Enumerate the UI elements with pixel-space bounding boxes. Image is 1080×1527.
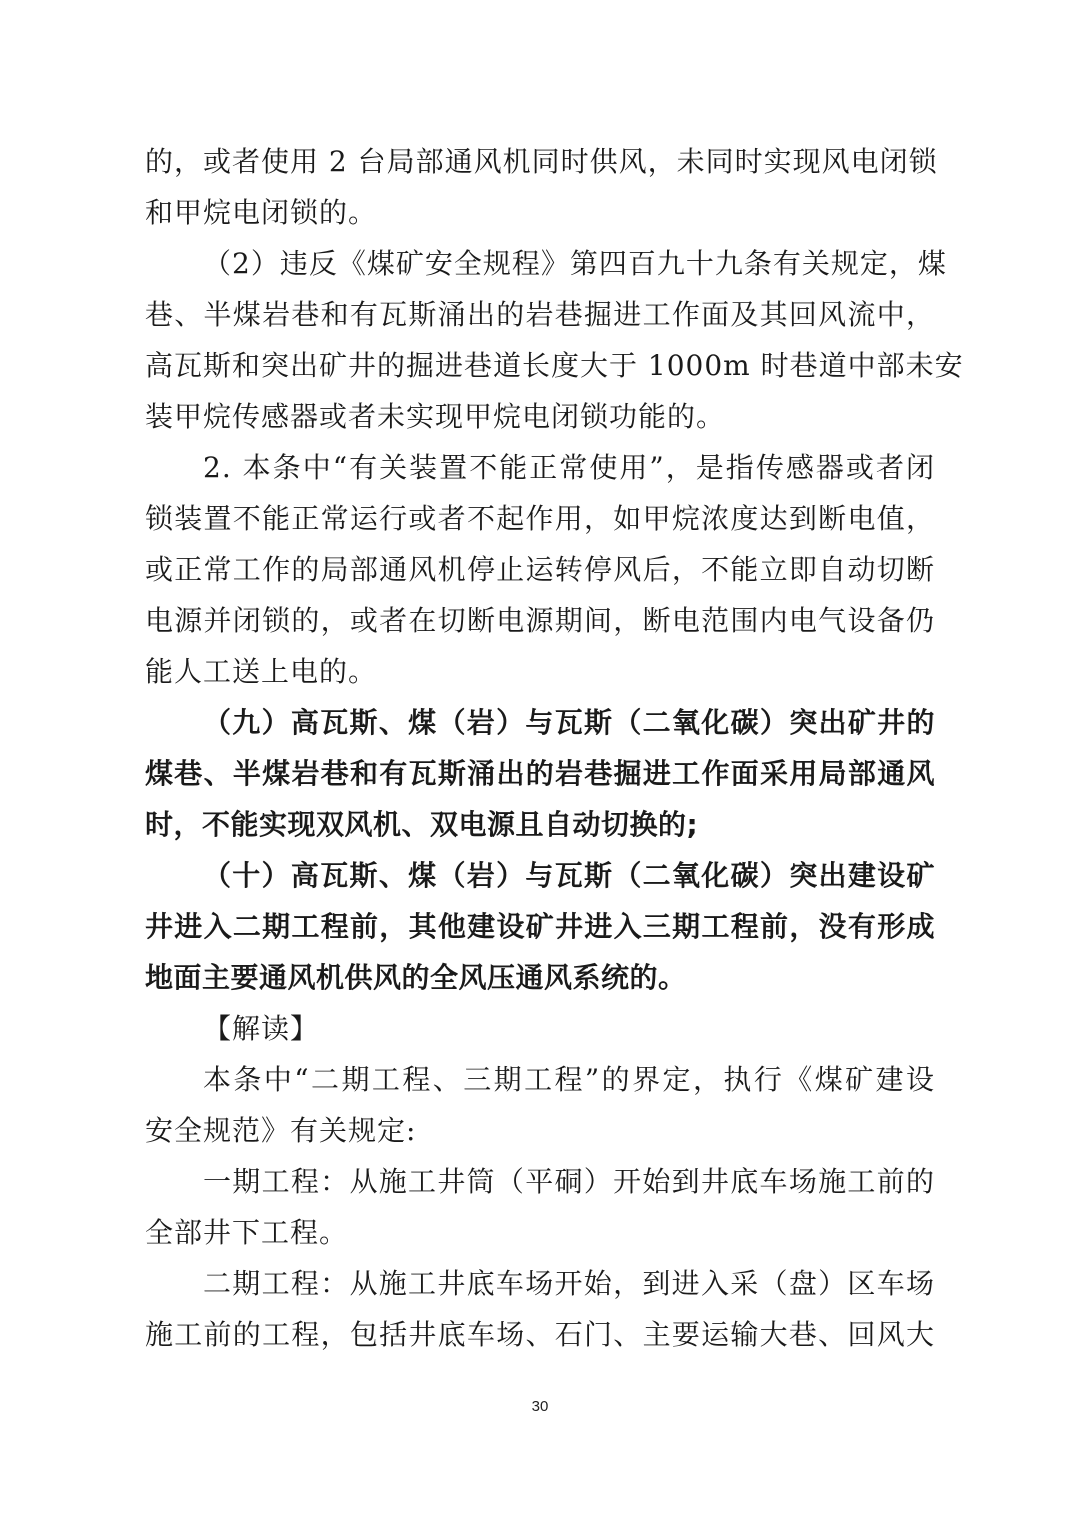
text-line: 锁装置不能正常运行或者不起作用，如甲烷浓度达到断电值，	[145, 502, 935, 535]
text-line: 的，或者使用 2 台局部通风机同时供风，未同时实现风电闭锁	[145, 145, 938, 178]
document-body	[145, 136, 964, 1360]
text-line: 巷、半煤岩巷和有瓦斯涌出的岩巷掘进工作面及其回风流中，	[145, 298, 935, 331]
heading-line: （九）高瓦斯、煤（岩）与瓦斯（二氧化碳）突出矿井的	[203, 706, 935, 739]
text-line: 本条中“二期工程、三期工程”的界定，执行《煤矿建设	[203, 1063, 935, 1096]
text-line: 一期工程：从施工井筒（平硐）开始到井底车场施工前的	[203, 1165, 935, 1198]
text-line: 施工前的工程，包括井底车场、石门、主要运输大巷、回风大	[145, 1318, 935, 1351]
text-line: （2）违反《煤矿安全规程》第四百九十九条有关规定，煤	[203, 247, 947, 280]
text-line: 和甲烷电闭锁的。	[145, 196, 378, 229]
heading-line: 地面主要通风机供风的全风压通风系统的。	[145, 961, 687, 994]
page-number: 30	[531, 1398, 549, 1415]
text-line: 或正常工作的局部通风机停止运转停风后，不能立即自动切断	[145, 553, 935, 586]
heading-line: 时，不能实现双风机、双电源且自动切换的;	[145, 808, 699, 841]
text-line: 高瓦斯和突出矿井的掘进巷道长度大于 1000m 时巷道中部未安	[145, 349, 964, 382]
text-line: 装甲烷传感器或者未实现甲烷电闭锁功能的。	[145, 400, 726, 433]
heading-line: 煤巷、半煤岩巷和有瓦斯涌出的岩巷掘进工作面采用局部通风	[145, 757, 935, 790]
text-line: 安全规范》有关规定:	[145, 1114, 417, 1147]
heading-line: （十）高瓦斯、煤（岩）与瓦斯（二氧化碳）突出建设矿	[203, 859, 935, 892]
heading-line: 井进入二期工程前，其他建设矿井进入三期工程前，没有形成	[145, 910, 935, 943]
text-line: 全部井下工程。	[145, 1216, 349, 1249]
section-label: 【解读】	[203, 1012, 320, 1045]
text-line: 二期工程：从施工井底车场开始，到进入采（盘）区车场	[203, 1267, 935, 1300]
text-line: 能人工送上电的。	[145, 655, 378, 688]
text-line: 2. 本条中“有关装置不能正常使用”，是指传感器或者闭	[203, 451, 935, 484]
text-line: 电源并闭锁的，或者在切断电源期间，断电范围内电气设备仍	[145, 604, 935, 637]
